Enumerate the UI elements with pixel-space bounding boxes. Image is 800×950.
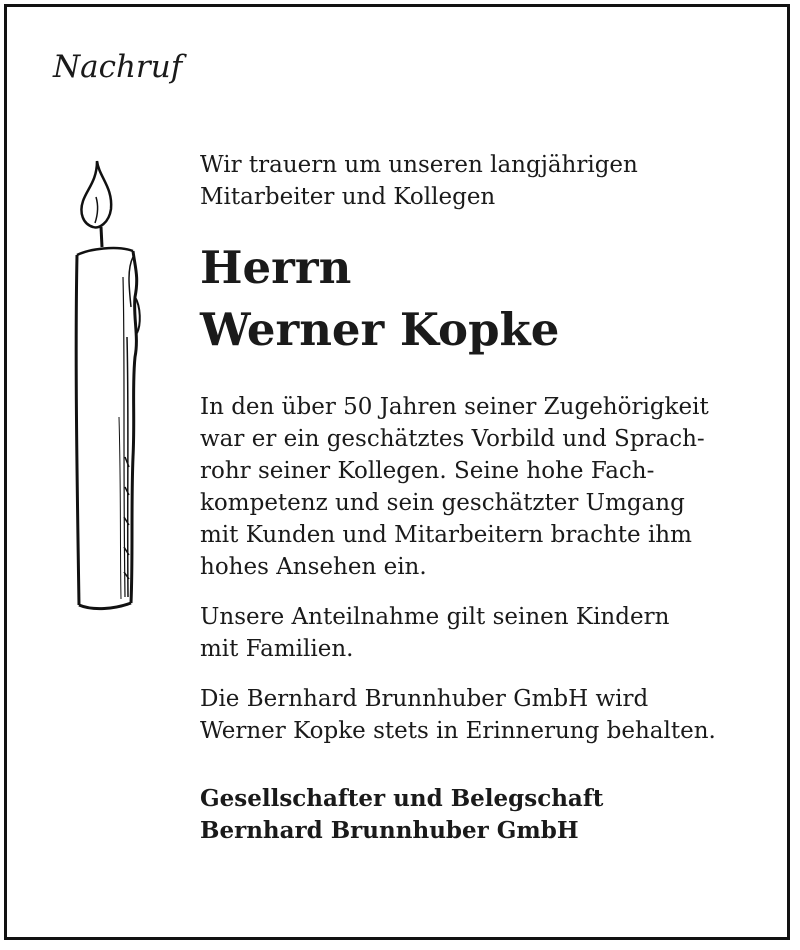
notice-heading: Nachruf bbox=[53, 49, 183, 85]
notice-content bbox=[200, 149, 780, 847]
intro-line: Wir trauern um unseren langjährigen bbox=[200, 152, 638, 178]
obituary-notice bbox=[4, 4, 790, 940]
paragraph-line: mit Familien. bbox=[200, 636, 354, 662]
tribute-paragraph bbox=[200, 391, 780, 583]
name-line: Werner Kopke bbox=[200, 303, 560, 356]
intro-text bbox=[200, 149, 780, 213]
paragraph-line: war er ein geschätztes Vorbild und Sprach- bbox=[200, 426, 705, 452]
condolence-paragraph bbox=[200, 601, 780, 665]
paragraph-line: Werner Kopke stets in Erinnerung behalten. bbox=[200, 718, 716, 744]
paragraph-line: kompetenz und sein geschätzter Umgang bbox=[200, 490, 685, 516]
candle-icon bbox=[69, 157, 149, 617]
remembrance-paragraph bbox=[200, 683, 780, 747]
signature-line: Gesellschafter und Belegschaft bbox=[200, 785, 604, 812]
name-line: Herrn bbox=[200, 241, 352, 294]
signature-line: Bernhard Brunnhuber GmbH bbox=[200, 817, 579, 844]
intro-line: Mitarbeiter und Kollegen bbox=[200, 184, 496, 210]
paragraph-line: Unsere Anteilnahme gilt seinen Kindern bbox=[200, 604, 670, 630]
paragraph-line: hohes Ansehen ein. bbox=[200, 554, 427, 580]
paragraph-line: rohr seiner Kollegen. Seine hohe Fach- bbox=[200, 458, 655, 484]
paragraph-line: mit Kunden und Mitarbeitern brachte ihm bbox=[200, 522, 692, 548]
paragraph-line: In den über 50 Jahren seiner Zugehörigkeit bbox=[200, 394, 709, 420]
paragraph-line: Die Bernhard Brunnhuber GmbH wird bbox=[200, 686, 649, 712]
signature bbox=[200, 783, 780, 847]
deceased-name bbox=[200, 237, 780, 361]
